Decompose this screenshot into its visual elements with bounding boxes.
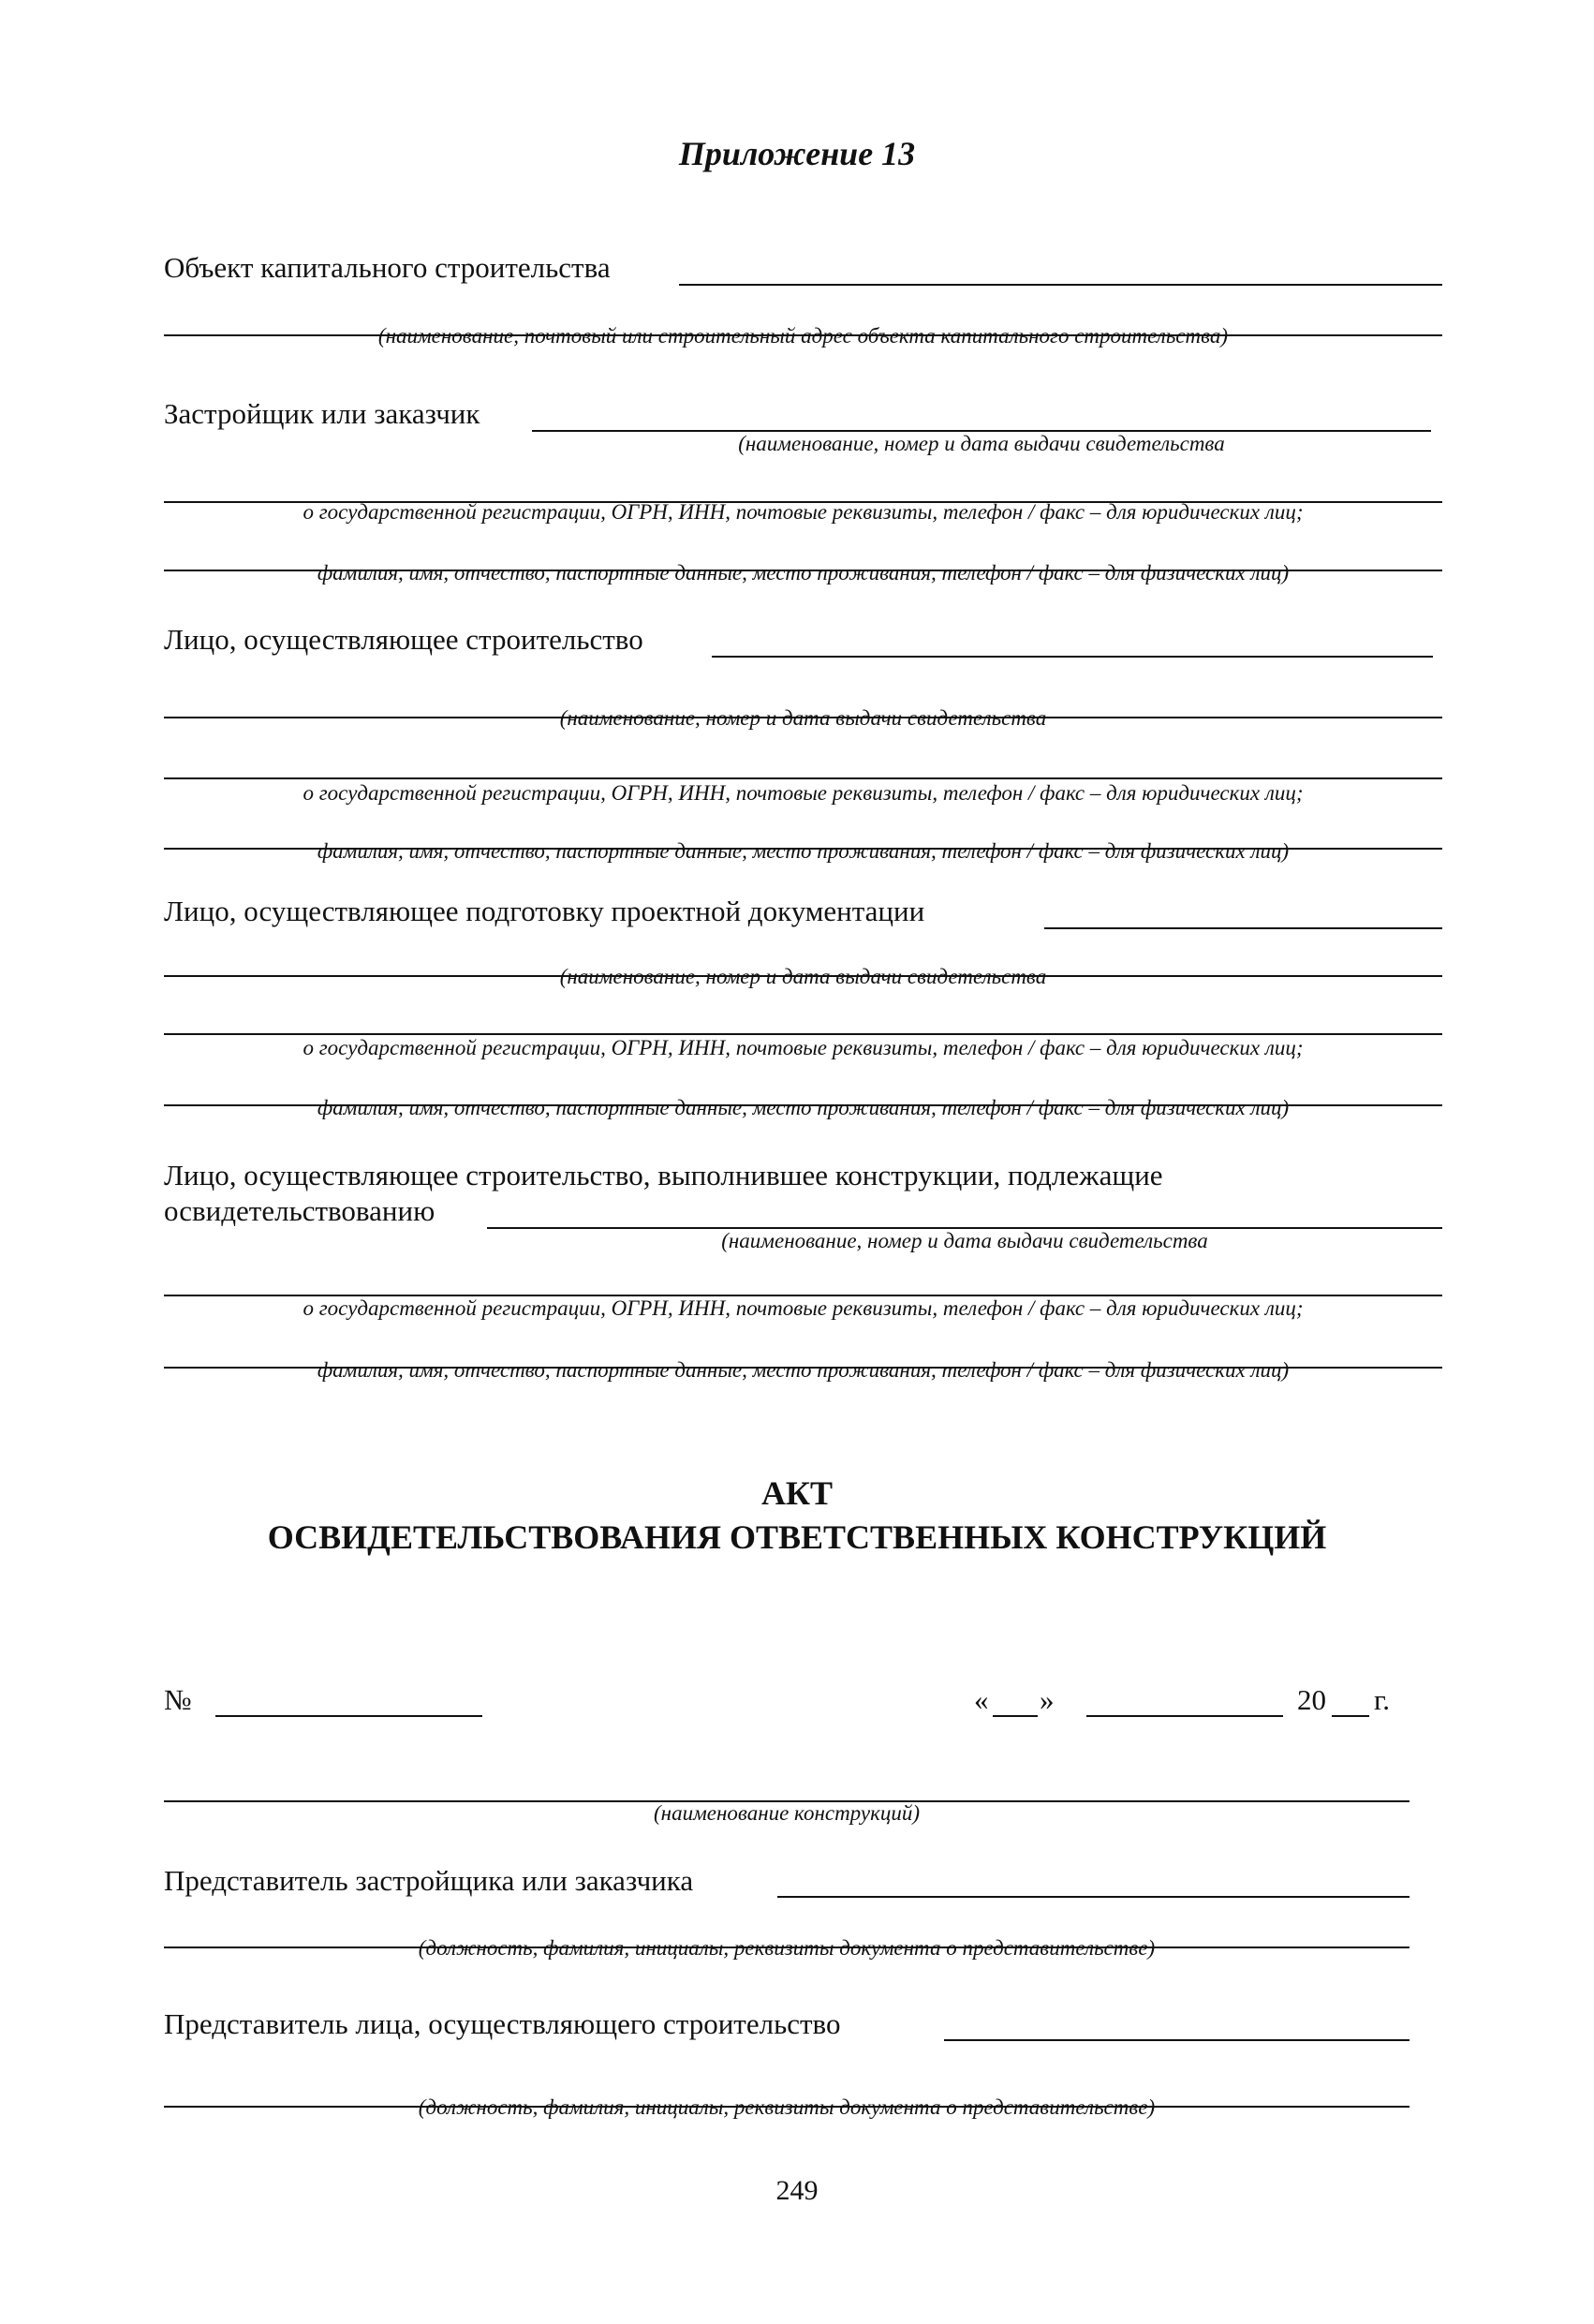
act-number-label: № [164, 1683, 192, 1716]
developer-label: Застройщик или заказчик [164, 397, 480, 430]
developer-caption-3: фамилия, имя, отчество, паспортные данные, место проживания, телефон / факс – для физических лиц) [317, 561, 1290, 585]
construction-caption: (наименование конструкций) [654, 1801, 920, 1825]
contractor-label-line-1: Лицо, осуществляющее строительство, выполнившее конструкции, подлежащие [164, 1159, 1163, 1192]
object-input-line[interactable] [679, 284, 1442, 286]
year-prefix: 20 [1297, 1683, 1326, 1716]
builder-input-line[interactable] [712, 656, 1433, 658]
designer-caption-1: (наименование, номер и дата выдачи свидетельства [559, 965, 1047, 988]
developer-caption-2: о государственной регистрации, ОГРН, ИНН, почтовые реквизиты, телефон / факс – для юридических лиц; [303, 500, 1304, 524]
designer-input-line-3[interactable] [164, 1033, 1442, 1035]
date-year-input-line[interactable] [1332, 1715, 1369, 1717]
contractor-caption-3: фамилия, имя, отчество, паспортные данные, место проживания, телефон / факс – для физических лиц) [317, 1358, 1290, 1382]
builder-caption-1: (наименование, номер и дата выдачи свидетельства [559, 706, 1047, 730]
designer-caption-3: фамилия, имя, отчество, паспортные данные, место проживания, телефон / факс – для физических лиц) [317, 1096, 1290, 1119]
act-title-line-1: АКТ [760, 1474, 834, 1512]
developer-caption-1: (наименование, номер и дата выдачи свидетельства [738, 432, 1225, 455]
rep-builder-caption: (должность, фамилия, инициалы, реквизиты документа о представительстве) [418, 2095, 1156, 2119]
date-month-input-line[interactable] [1086, 1715, 1283, 1717]
year-suffix: г. [1374, 1683, 1390, 1716]
rep-developer-label: Представитель застройщика или заказчика [164, 1864, 694, 1897]
builder-label: Лицо, осуществляющее строительство [164, 623, 643, 656]
page-number: 249 [775, 2175, 819, 2206]
act-title-line-2: ОСВИДЕТЕЛЬСТВОВАНИЯ ОТВЕТСТВЕННЫХ КОНСТРУКЦИЙ [267, 1518, 1327, 1556]
designer-label: Лицо, осуществляющее подготовку проектной документации [164, 895, 925, 927]
date-close-quote: » [1040, 1683, 1055, 1716]
rep-builder-label: Представитель лица, осуществляющего строительство [164, 2007, 841, 2040]
object-label: Объект капитального строительства [164, 251, 611, 284]
contractor-caption-1: (наименование, номер и дата выдачи свидетельства [721, 1229, 1208, 1252]
act-number-input-line[interactable] [215, 1715, 482, 1717]
contractor-caption-2: о государственной регистрации, ОГРН, ИНН, почтовые реквизиты, телефон / факс – для юридических лиц; [303, 1296, 1304, 1320]
rep-developer-caption: (должность, фамилия, инициалы, реквизиты документа о представительстве) [418, 1936, 1156, 1960]
object-caption: (наименование, почтовый или строительный адрес объекта капитального строительства) [377, 324, 1229, 348]
date-open-quote: « [974, 1683, 989, 1716]
builder-caption-3: фамилия, имя, отчество, паспортные данные, место проживания, телефон / факс – для физических лиц) [317, 839, 1290, 863]
appendix-title: Приложение 13 [678, 135, 916, 172]
contractor-label-line-2: освидетельствованию [164, 1194, 435, 1227]
designer-input-line[interactable] [1044, 927, 1442, 929]
builder-caption-2: о государственной регистрации, ОГРН, ИНН, почтовые реквизиты, телефон / факс – для юридических лиц; [303, 781, 1304, 805]
date-day-input-line[interactable] [993, 1715, 1038, 1717]
builder-input-line-3[interactable] [164, 777, 1442, 779]
rep-developer-input-line[interactable] [777, 1896, 1410, 1898]
designer-caption-2: о государственной регистрации, ОГРН, ИНН, почтовые реквизиты, телефон / факс – для юридических лиц; [303, 1036, 1304, 1059]
rep-builder-input-line[interactable] [944, 2039, 1410, 2041]
